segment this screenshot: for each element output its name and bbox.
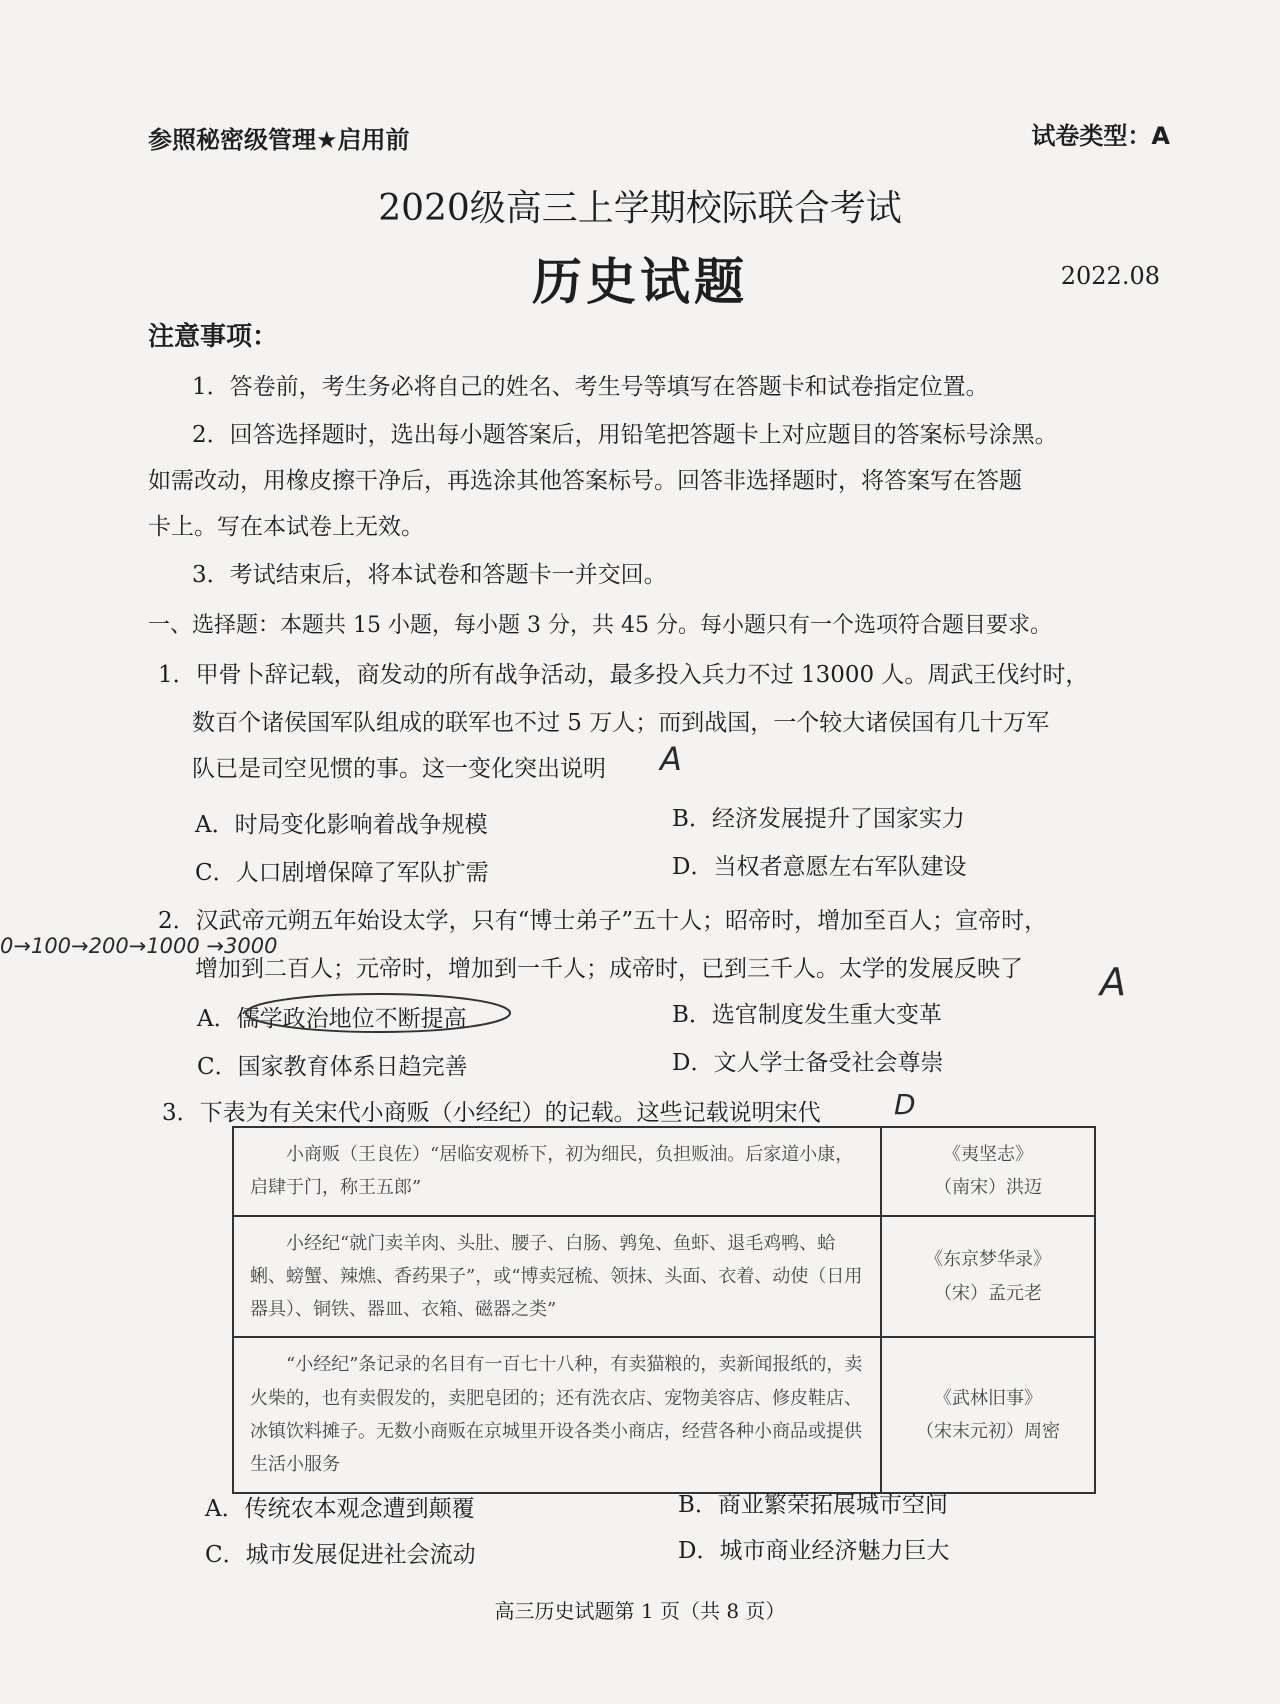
source-author: （宋末元初）周密: [916, 1421, 1060, 1443]
q3-handwritten-answer: D: [894, 1088, 916, 1121]
q3-option-d[interactable]: D．城市商业经济魅力巨大: [678, 1538, 950, 1564]
record-text: 小商贩（王良佐）“居临安观桥下，初为细民，负担贩油。后家道小康，启肆于门，称王五郎”: [233, 1127, 881, 1216]
record-text: “小经纪”条记录的名目有一百七十八种，有卖猫粮的，卖新闻报纸的，卖火柴的，也有卖假发的，卖肥皂团的；还有洗衣店、宠物美容店、修皮鞋店、冰镇饮料摊子。无数小商贩在京城里开设各类小商店，经营各种小商品或提供生活小服务: [233, 1337, 881, 1492]
section-heading: 一、选择题：本题共 15 小题，每小题 3 分，共 45 分。每小题只有一个选项符合题目要求。: [148, 613, 1052, 638]
source-author: （宋）孟元老: [934, 1282, 1042, 1304]
q1-option-c[interactable]: C．人口剧增保障了军队扩需: [195, 860, 489, 886]
q2-option-a[interactable]: A．儒学政治地位不断提高: [197, 1006, 467, 1032]
table-row: [233, 1216, 1095, 1338]
q2-line-1: 2．汉武帝元朔五年始设太学，只有“博士弟子”五十人；昭帝时，增加至百人；宣帝时，: [158, 908, 1048, 934]
subject-title: 历史试题: [532, 252, 748, 311]
record-text: 小经纪“就门卖羊肉、头肚、腰子、白肠、鹑兔、鱼虾、退毛鸡鸭、蛤蜊、螃蟹、辣燋、香药果子”，或“博卖冠梳、领抹、头面、衣着、动使（日用器具）、铜铁、器皿、衣箱、磁器之类”: [233, 1216, 881, 1338]
notice-item-2-line-2: 如需改动，用橡皮擦干净后，再选涂其他答案标号。回答非选择题时，将答案写在答题: [148, 468, 1022, 494]
q2-option-c[interactable]: C．国家教育体系日趋完善: [197, 1054, 468, 1080]
q3-line-1: 3．下表为有关宋代小商贩（小经纪）的记载。这些记载说明宋代: [162, 1100, 821, 1126]
notice-heading: 注意事项：: [148, 322, 279, 352]
table-row: [233, 1127, 1095, 1216]
source-book: 《武林旧事》: [934, 1387, 1042, 1409]
table-row: [233, 1337, 1095, 1492]
source-book: 《东京梦华录》: [925, 1249, 1051, 1271]
q3-option-b[interactable]: B．商业繁荣拓展城市空间: [678, 1492, 948, 1518]
notice-item-2-line-1: 2．回答选择题时，选出每小题答案后，用铅笔把答题卡上对应题目的答案标号涂黑。: [192, 422, 1058, 448]
q2-option-b[interactable]: B．选官制度发生重大变革: [672, 1002, 942, 1028]
page-footer: 高三历史试题第 1 页（共 8 页）: [494, 1599, 786, 1623]
q2-handwritten-answer: A: [1100, 960, 1126, 1004]
source-author: （南宋）洪迈: [934, 1177, 1042, 1199]
record-source: [881, 1216, 1095, 1338]
exam-title: 2020级高三上学期校际联合考试: [378, 188, 902, 229]
notice-item-2-line-3: 卡上。写在本试卷上无效。: [148, 514, 424, 540]
record-source: [881, 1337, 1095, 1492]
q1-option-b[interactable]: B．经济发展提升了国家实力: [672, 806, 965, 832]
notice-item-1: 1．答卷前，考生务必将自己的姓名、考生号等填写在答题卡和试卷指定位置。: [192, 374, 989, 400]
q1-line-3: 队已是司空见惯的事。这一变化突出说明: [192, 756, 606, 782]
q1-option-d[interactable]: D．当权者意愿左右军队建设: [672, 854, 967, 880]
q3-option-c[interactable]: C．城市发展促进社会流动: [205, 1542, 476, 1568]
q2-line-2: 增加到二百人；元帝时，增加到一千人；成帝时，已到三千人。太学的发展反映了: [195, 956, 1023, 982]
q3-option-a[interactable]: A．传统农本观念遭到颠覆: [205, 1496, 475, 1522]
q1-line-1: 1．甲骨卜辞记载，商发动的所有战争活动，最多投入兵力不过 13000 人。周武王伐纣时，: [158, 662, 1089, 688]
paper-type-label: 试卷类型：A: [1031, 122, 1170, 150]
q1-line-2: 数百个诸侯国军队组成的联军也不过 5 万人；而到战国，一个较大诸侯国有几十万军: [192, 710, 1050, 736]
exam-date: 2022.08: [1060, 262, 1160, 290]
q1-handwritten-answer: A: [660, 740, 682, 778]
record-source: [881, 1127, 1095, 1216]
q2-handwritten-note: 0→100→200→1000 →3000: [0, 934, 278, 958]
q2-option-a-circle-mark: [240, 990, 520, 1036]
source-book: 《夷坚志》: [943, 1144, 1033, 1165]
secrecy-label: 参照秘密级管理★启用前: [148, 126, 410, 154]
q1-option-a[interactable]: A．时局变化影响着战争规模: [195, 812, 488, 838]
notice-item-3: 3．考试结束后，将本试卷和答题卡一并交回。: [192, 562, 667, 588]
song-records-table: [232, 1126, 1096, 1494]
q2-option-d[interactable]: D．文人学士备受社会尊崇: [672, 1050, 944, 1076]
